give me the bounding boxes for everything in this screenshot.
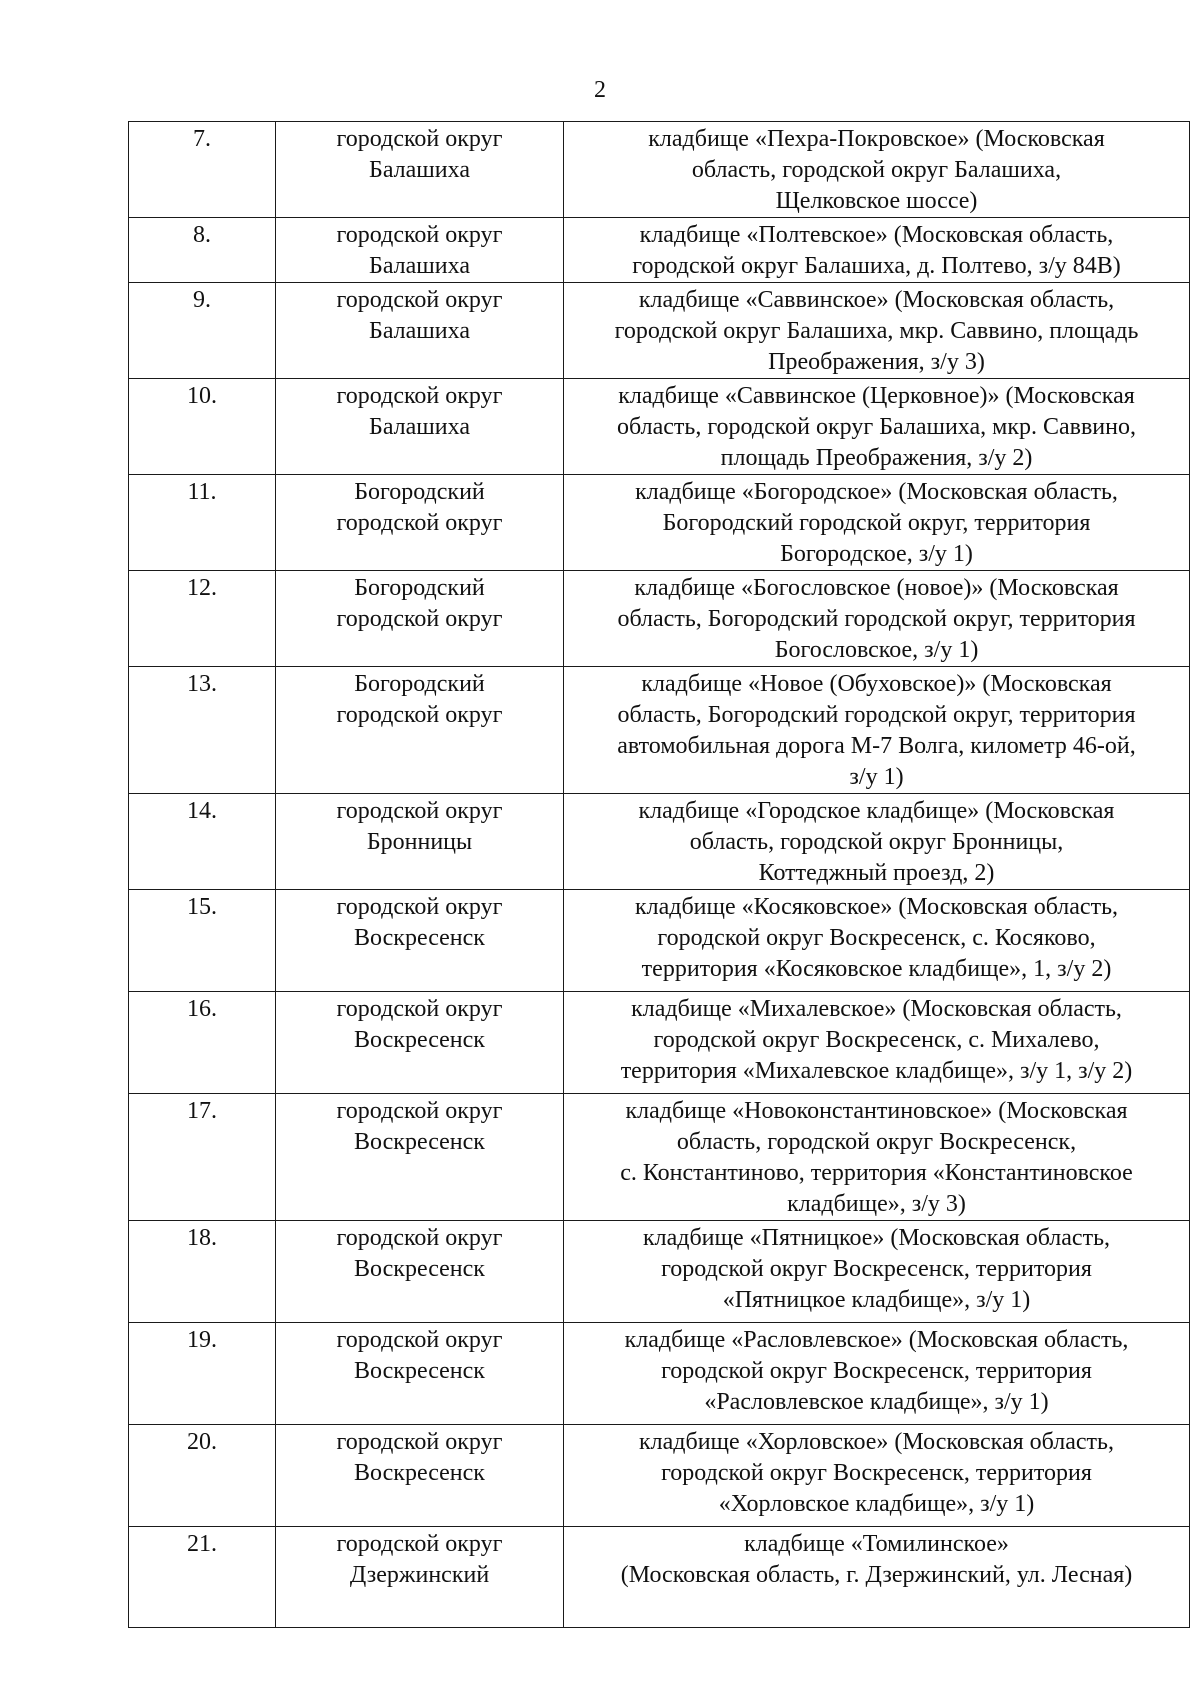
row-number [129, 571, 276, 667]
cemetery-line: кладбище «Томилинское» [744, 1531, 1009, 1557]
cemetery-line: з/у 1) [849, 764, 904, 790]
row-number [129, 379, 276, 475]
district-line: городской округ [336, 996, 503, 1022]
district-line: Балашиха [369, 414, 470, 440]
table-row [129, 379, 1190, 475]
cemetery-line: с. Константиново, территория «Константиновское [620, 1160, 1133, 1186]
district-line: городской округ [336, 1098, 503, 1124]
district-line: Дзержинский [349, 1562, 490, 1588]
row-number [129, 1527, 276, 1628]
cemetery-line: кладбище «Полтевское» (Московская область, [639, 222, 1114, 248]
row-number-text: 15. [187, 894, 217, 920]
district-cell [276, 1221, 564, 1323]
district-line: Воскресенск [354, 1358, 485, 1384]
cemetery-line: кладбище «Богородское» (Московская область, [635, 479, 1118, 505]
table-row [129, 571, 1190, 667]
cemetery-line: кладбище «Пехра-Покровское» (Московская [648, 126, 1105, 152]
district-line: городской округ [336, 287, 503, 313]
cemetery-line: Преображения, з/у 3) [768, 349, 985, 375]
table-row [129, 122, 1190, 218]
cemetery-line: городской округ Воскресенск, территория [661, 1256, 1092, 1282]
district-line: городской округ [336, 383, 503, 409]
row-number [129, 475, 276, 571]
cemetery-line: кладбище», з/у 3) [787, 1191, 966, 1217]
district-line: городской округ [336, 606, 503, 632]
row-number [129, 218, 276, 283]
cemetery-cell [564, 1094, 1190, 1221]
district-line: городской округ [336, 1429, 503, 1455]
cemetery-cell [564, 1323, 1190, 1425]
table-row [129, 283, 1190, 379]
cemetery-line: «Расловлевское кладбище», з/у 1) [704, 1389, 1049, 1415]
row-number-text: 8. [193, 222, 211, 248]
row-number [129, 1323, 276, 1425]
district-cell [276, 890, 564, 992]
row-number [129, 1425, 276, 1527]
district-cell [276, 992, 564, 1094]
row-number [129, 1094, 276, 1221]
row-number-text: 21. [187, 1531, 217, 1557]
cemetery-line: Щелковское шоссе) [775, 188, 978, 214]
cemetery-line: (Московская область, г. Дзержинский, ул. Лесная) [620, 1562, 1133, 1588]
cemetery-line: область, городской округ Воскресенск, [676, 1129, 1077, 1155]
cemetery-table [128, 121, 1190, 1628]
row-number-text: 18. [187, 1225, 217, 1251]
district-line: Богородский [354, 671, 485, 697]
cemetery-line: территория «Косяковское кладбище», 1, з/у 2) [641, 956, 1112, 982]
district-line: Воскресенск [354, 925, 485, 951]
row-number-text: 10. [187, 383, 217, 409]
cemetery-line: кладбище «Городское кладбище» (Московская [638, 798, 1115, 824]
cemetery-line: городской округ Воскресенск, территория [661, 1460, 1092, 1486]
cemetery-cell [564, 1527, 1190, 1628]
table-row [129, 992, 1190, 1094]
table-row [129, 1323, 1190, 1425]
district-cell [276, 283, 564, 379]
district-cell [276, 794, 564, 890]
row-number [129, 1221, 276, 1323]
cemetery-cell [564, 218, 1190, 283]
district-line: городской округ [336, 702, 503, 728]
district-line: Богородский [354, 575, 485, 601]
row-number-text: 7. [193, 126, 211, 152]
cemetery-cell [564, 1221, 1190, 1323]
cemetery-line: кладбище «Саввинское (Церковное)» (Московская [618, 383, 1135, 409]
district-line: городской округ [336, 1327, 503, 1353]
row-number-text: 13. [187, 671, 217, 697]
cemetery-line: Коттеджный проезд, 2) [758, 860, 995, 886]
district-line: Воскресенск [354, 1027, 485, 1053]
district-cell [276, 667, 564, 794]
cemetery-line: автомобильная дорога М-7 Волга, километр 46-ой, [617, 733, 1136, 759]
district-line: городской округ [336, 510, 503, 536]
district-cell [276, 379, 564, 475]
cemetery-line: Богословское, з/у 1) [774, 637, 979, 663]
district-line: Бронницы [366, 829, 473, 855]
table-row [129, 794, 1190, 890]
district-cell [276, 475, 564, 571]
cemetery-line: городской округ Балашиха, мкр. Саввино, площадь [614, 318, 1139, 344]
district-cell [276, 1425, 564, 1527]
cemetery-line: кладбище «Богословское (новое)» (Московская [634, 575, 1119, 601]
table-row [129, 1221, 1190, 1323]
cemetery-cell [564, 475, 1190, 571]
row-number-text: 9. [193, 287, 211, 313]
district-cell [276, 1323, 564, 1425]
cemetery-cell [564, 379, 1190, 475]
row-number [129, 122, 276, 218]
district-line: городской округ [336, 126, 503, 152]
cemetery-line: Богородское, з/у 1) [780, 541, 973, 567]
cemetery-cell [564, 122, 1190, 218]
cemetery-line: «Пятницкое кладбище», з/у 1) [722, 1287, 1031, 1313]
cemetery-line: кладбище «Косяковское» (Московская область, [634, 894, 1119, 920]
district-line: Балашиха [369, 318, 470, 344]
district-line: городской округ [336, 1531, 503, 1557]
cemetery-line: городской округ Воскресенск, с. Косяково, [657, 925, 1096, 951]
row-number-text: 20. [187, 1429, 217, 1455]
district-cell [276, 218, 564, 283]
page-number: 2 [594, 77, 606, 103]
district-line: городской округ [336, 798, 503, 824]
cemetery-line: кладбище «Новое (Обуховское)» (Московская [641, 671, 1112, 697]
district-line: Воскресенск [354, 1129, 485, 1155]
cemetery-line: городской округ Воскресенск, территория [661, 1358, 1092, 1384]
row-number-text: 14. [187, 798, 217, 824]
cemetery-line: городской округ Воскресенск, с. Михалево, [653, 1027, 1100, 1053]
row-number [129, 667, 276, 794]
cemetery-line: область, городской округ Балашиха, [691, 157, 1062, 183]
table-row [129, 1527, 1190, 1628]
row-number [129, 890, 276, 992]
table-row [129, 1094, 1190, 1221]
cemetery-cell [564, 667, 1190, 794]
cemetery-line: область, городской округ Бронницы, [689, 829, 1064, 855]
cemetery-cell [564, 283, 1190, 379]
district-line: городской округ [336, 1225, 503, 1251]
table-row [129, 890, 1190, 992]
cemetery-cell [564, 571, 1190, 667]
cemetery-line: Богородский городской округ, территория [662, 510, 1091, 536]
row-number [129, 283, 276, 379]
row-number-text: 16. [187, 996, 217, 1022]
cemetery-cell [564, 890, 1190, 992]
cemetery-cell [564, 794, 1190, 890]
district-cell [276, 1527, 564, 1628]
cemetery-line: площадь Преображения, з/у 2) [720, 445, 1033, 471]
row-number-text: 19. [187, 1327, 217, 1353]
cemetery-line: кладбище «Пятницкое» (Московская область, [642, 1225, 1111, 1251]
cemetery-line: кладбище «Расловлевское» (Московская область, [624, 1327, 1129, 1353]
cemetery-line: кладбище «Михалевское» (Московская область, [631, 996, 1122, 1022]
row-number [129, 794, 276, 890]
cemetery-line: «Хорловское кладбище», з/у 1) [718, 1491, 1035, 1517]
district-line: городской округ [336, 894, 503, 920]
cemetery-line: область, городской округ Балашиха, мкр. Саввино, [616, 414, 1136, 440]
cemetery-line: территория «Михалевское кладбище», з/у 1, з/у 2) [620, 1058, 1133, 1084]
cemetery-table-body [129, 122, 1190, 1628]
cemetery-line: область, Богородский городской округ, территория [617, 702, 1136, 728]
row-number-text: 12. [187, 575, 217, 601]
cemetery-line: область, Богородский городской округ, территория [617, 606, 1136, 632]
table-row [129, 218, 1190, 283]
cemetery-line: кладбище «Саввинское» (Московская область, [638, 287, 1115, 313]
table-row [129, 1425, 1190, 1527]
district-cell [276, 122, 564, 218]
row-number [129, 992, 276, 1094]
cemetery-line: городской округ Балашиха, д. Полтево, з/у 84В) [632, 253, 1121, 279]
table-row [129, 667, 1190, 794]
cemetery-cell [564, 992, 1190, 1094]
district-cell [276, 1094, 564, 1221]
cemetery-line: кладбище «Хорловское» (Московская область, [639, 1429, 1114, 1455]
district-cell [276, 571, 564, 667]
row-number-text: 17. [187, 1098, 217, 1124]
district-line: Воскресенск [354, 1460, 485, 1486]
district-line: Воскресенск [354, 1256, 485, 1282]
cemetery-cell [564, 1425, 1190, 1527]
district-line: Богородский [354, 479, 485, 505]
district-line: Балашиха [369, 157, 470, 183]
district-line: городской округ [336, 222, 503, 248]
row-number-text: 11. [187, 479, 217, 505]
district-line: Балашиха [369, 253, 470, 279]
cemetery-line: кладбище «Новоконстантиновское» (Московская [625, 1098, 1128, 1124]
table-row [129, 475, 1190, 571]
